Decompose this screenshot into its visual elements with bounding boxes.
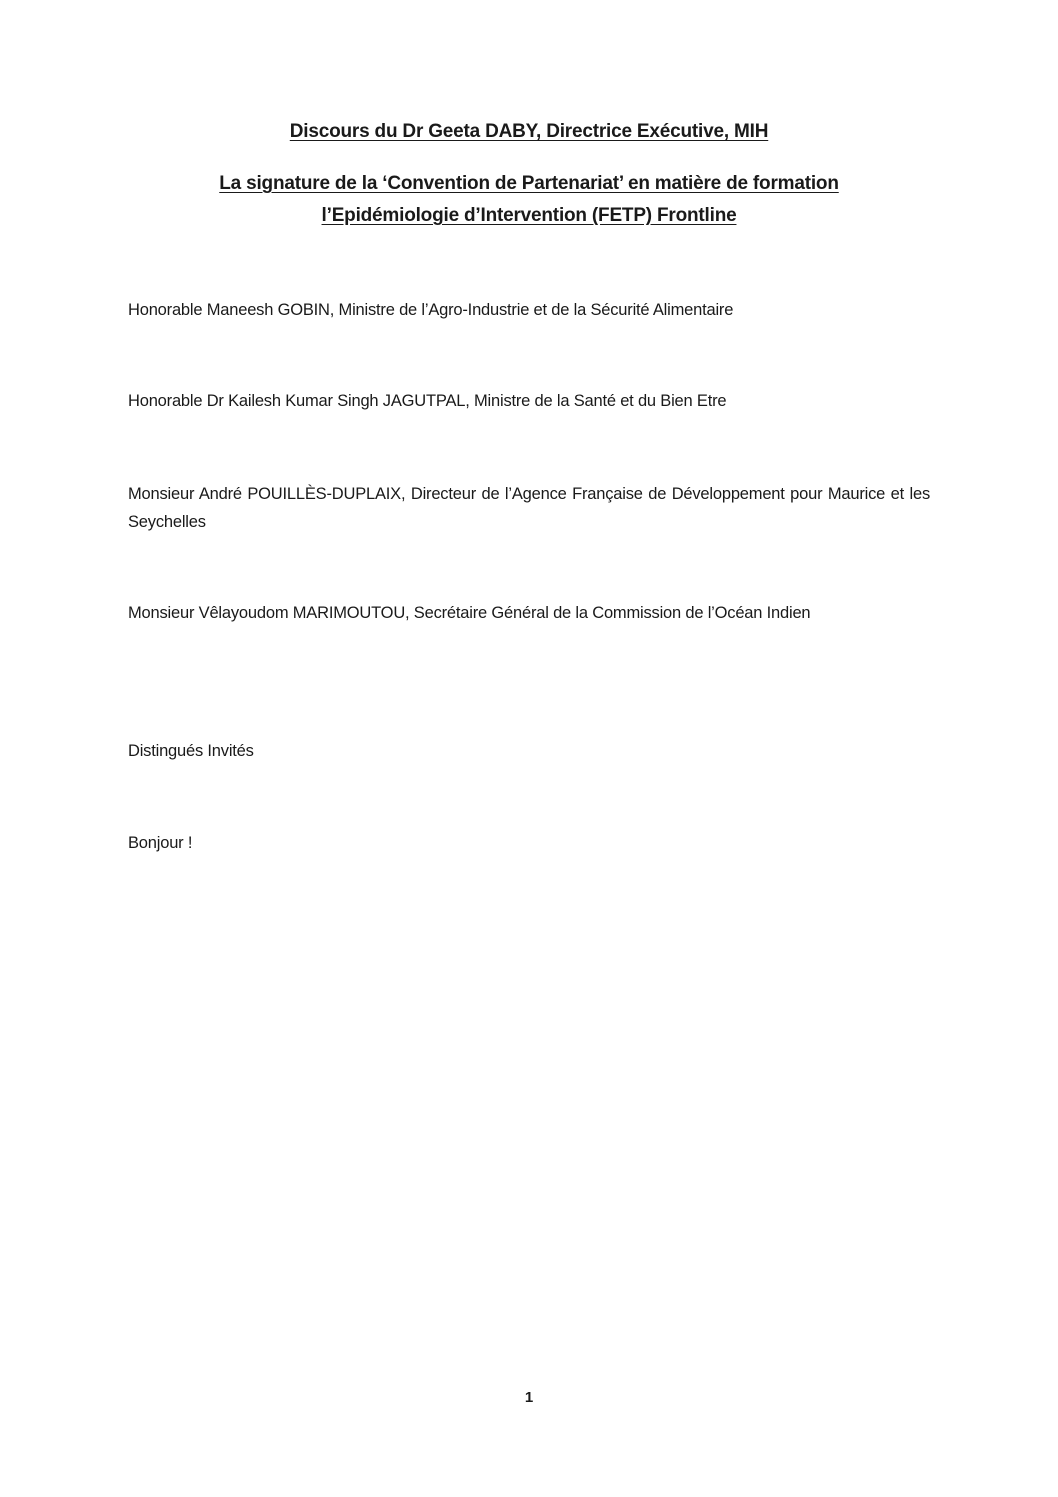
speech-subtitle-line-1: La signature de la ‘Convention de Partenariat’ en matière de formation (219, 173, 839, 194)
salutation-coi-secretary-general: Monsieur Vêlayoudom MARIMOUTOU, Secrétaire Général de la Commission de l’Océan Indien (128, 604, 811, 622)
salutation-afd-director: Monsieur André POUILLÈS-DUPLAIX, Directeur de l’Agence Française de Développement pour Maurice et les Seychelles (128, 485, 930, 531)
salutation-minister-agro-industry: Honorable Maneesh GOBIN, Ministre de l’Agro-Industrie et de la Sécurité Alimentaire (128, 301, 734, 319)
page-number: 1 (524, 1389, 534, 1406)
greeting: Bonjour ! (128, 834, 193, 852)
speech-title: Discours du Dr Geeta DABY, Directrice Exécutive, MIH (289, 121, 769, 142)
speech-subtitle-line-2: l’Epidémiologie d’Intervention (FETP) Frontline (321, 205, 737, 226)
salutation-distinguished-guests: Distingués Invités (128, 742, 254, 760)
salutation-minister-health: Honorable Dr Kailesh Kumar Singh JAGUTPAL, Ministre de la Santé et du Bien Etre (128, 392, 727, 410)
